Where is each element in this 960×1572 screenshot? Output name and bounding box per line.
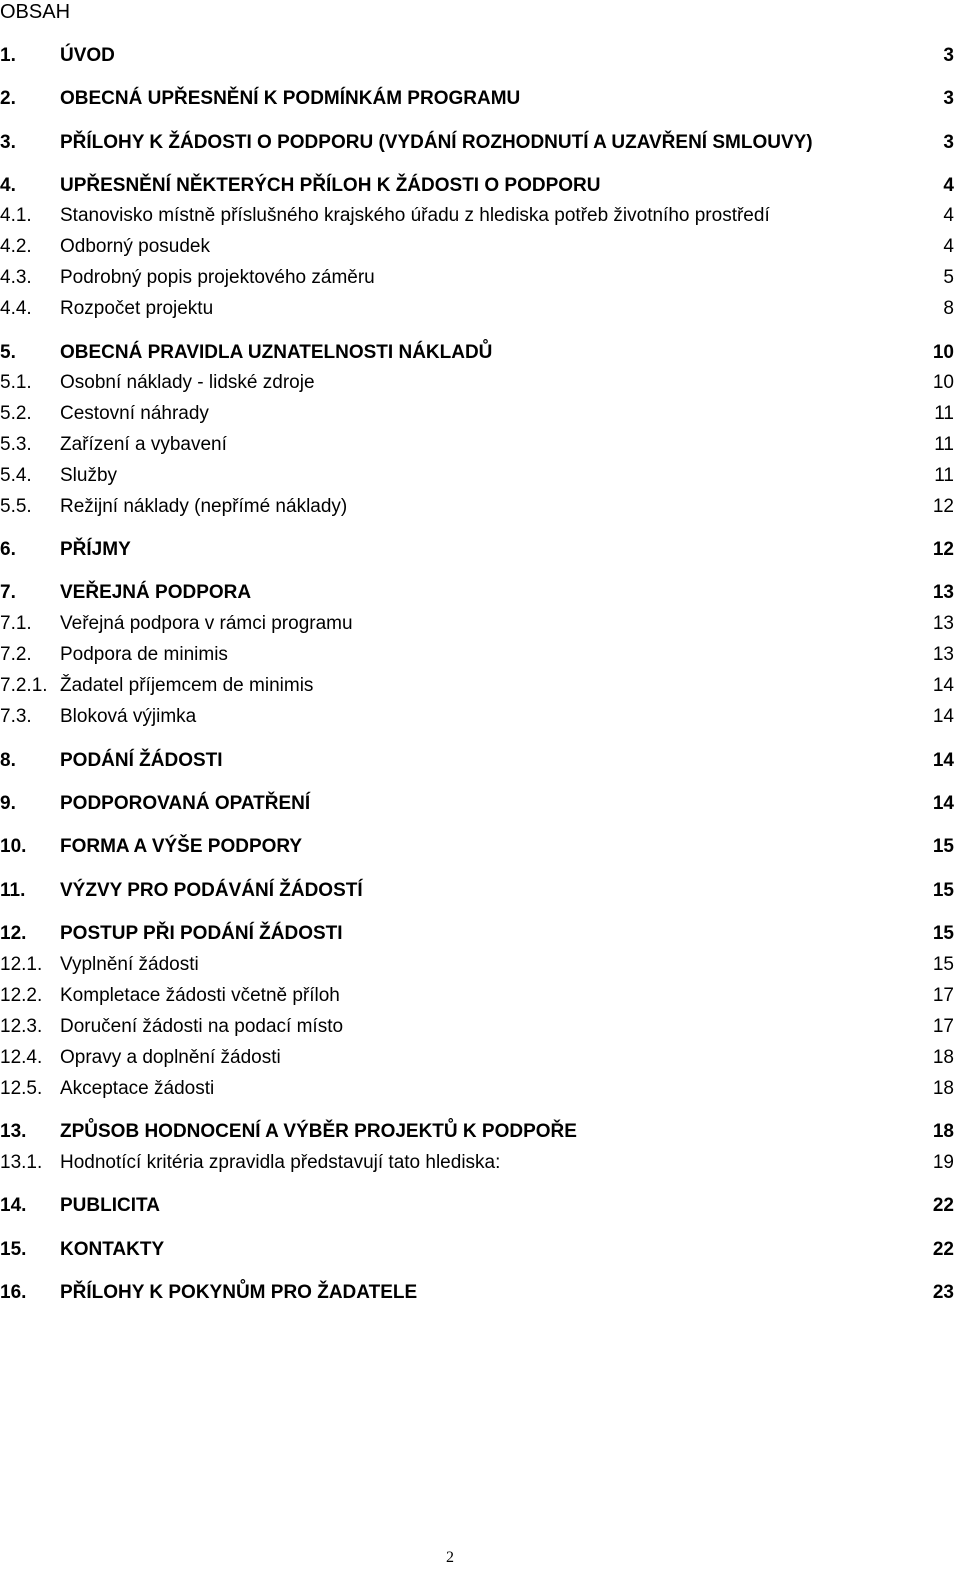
toc-entry-title: Hodnotící kritéria zpravidla představují tato hlediska: (60, 1152, 501, 1173)
toc-entry-title: Veřejná podpora v rámci programu (60, 613, 353, 634)
toc-entry[interactable] (0, 432, 958, 458)
toc-entry-title: Stanovisko místně příslušného krajského úřadu z hlediska potřeb životního prostředí (60, 205, 770, 226)
toc-entry-title: Podpora de minimis (60, 644, 228, 665)
toc-entry-page: 14 (932, 793, 954, 814)
toc-entry-page: 18 (932, 1078, 954, 1099)
toc-entry-page: 14 (932, 750, 954, 771)
toc-entry-page: 22 (932, 1239, 954, 1260)
toc-entry[interactable] (0, 983, 958, 1009)
toc-entry-number: 12.1. (0, 954, 43, 975)
toc-entry-number: 7.2.1. (0, 675, 48, 696)
toc-entry-number: 9. (0, 793, 16, 814)
toc-entry[interactable] (0, 1280, 958, 1306)
toc-entry-number: 1. (0, 45, 16, 66)
toc-entry-number: 16. (0, 1282, 27, 1303)
toc-entry-number: 6. (0, 539, 16, 560)
toc-entry-number: 4.2. (0, 236, 32, 257)
toc-entry[interactable] (0, 952, 958, 978)
toc-entry-title: Rozpočet projektu (60, 298, 214, 319)
toc-entry-page: 14 (932, 675, 954, 696)
toc-entry-title: Odborný posudek (60, 236, 210, 257)
toc-entry-page: 4 (943, 175, 954, 196)
toc-entry-number: 13.1. (0, 1152, 43, 1173)
toc-entry-title: PUBLICITA (60, 1195, 160, 1216)
toc-entry[interactable] (0, 1150, 958, 1176)
toc-entry[interactable] (0, 580, 958, 606)
toc-entry[interactable] (0, 1193, 958, 1219)
toc-entry-number: 5.1. (0, 372, 32, 393)
toc-entry[interactable] (0, 642, 958, 668)
toc-entry[interactable] (0, 1045, 958, 1071)
toc-entry[interactable] (0, 401, 958, 427)
toc-entry[interactable] (0, 537, 958, 563)
toc-entry[interactable] (0, 43, 958, 69)
toc-entry-page: 15 (932, 880, 954, 901)
toc-entry[interactable] (0, 748, 958, 774)
toc-entry-number: 7. (0, 582, 16, 603)
toc-entry[interactable] (0, 130, 958, 156)
toc-entry[interactable] (0, 834, 958, 860)
toc-entry[interactable] (0, 265, 958, 291)
toc-entry[interactable] (0, 921, 958, 947)
toc-entry-number: 4.4. (0, 298, 32, 319)
toc-entry-number: 10. (0, 836, 27, 857)
toc-entry-page: 15 (932, 836, 954, 857)
toc-entry[interactable] (0, 173, 958, 199)
toc-entry-page: 12 (932, 496, 954, 517)
toc-entry-number: 12.4. (0, 1047, 43, 1068)
toc-entry[interactable] (0, 878, 958, 904)
toc-entry-page: 11 (934, 434, 954, 455)
toc-entry-title: VÝZVY PRO PODÁVÁNÍ ŽÁDOSTÍ (60, 880, 363, 901)
toc-entry-number: 5.5. (0, 496, 32, 517)
toc-entry-number: 5.3. (0, 434, 32, 455)
toc-entry-page: 4 (943, 205, 954, 226)
toc-entry-title: FORMA A VÝŠE PODPORY (60, 836, 303, 857)
toc-entry-page: 15 (932, 923, 954, 944)
toc-entry-page: 12 (932, 539, 954, 560)
toc-entry[interactable] (0, 1076, 958, 1102)
toc-entry-title: Služby (60, 465, 118, 486)
toc-entry-title: PŘÍJMY (60, 539, 131, 560)
toc-entry-number: 5. (0, 342, 16, 363)
toc-entry[interactable] (0, 611, 958, 637)
toc-entry-title: Akceptace žádosti (60, 1078, 215, 1099)
toc-entry[interactable] (0, 673, 958, 699)
toc-entry-title: Vyplnění žádosti (60, 954, 199, 975)
toc-entry[interactable] (0, 86, 958, 112)
toc-entry-number: 5.4. (0, 465, 32, 486)
toc-entry-number: 12.2. (0, 985, 43, 1006)
toc-entry-title: Opravy a doplnění žádosti (60, 1047, 281, 1068)
toc-entry-title: VEŘEJNÁ PODPORA (60, 582, 252, 603)
toc-entry-title: PODÁNÍ ŽÁDOSTI (60, 750, 223, 771)
toc-entry-title: KONTAKTY (60, 1239, 165, 1260)
toc-entry[interactable] (0, 1014, 958, 1040)
toc-entry-page: 3 (943, 45, 954, 66)
toc-entry-number: 7.1. (0, 613, 32, 634)
toc-entry-page: 11 (934, 403, 954, 424)
toc-entry-title: Zařízení a vybavení (60, 434, 227, 455)
toc-entry-page: 17 (932, 1016, 954, 1037)
toc-entry-number: 8. (0, 750, 16, 771)
toc-entry-title: Bloková výjimka (60, 706, 197, 727)
toc-entry-number: 14. (0, 1195, 27, 1216)
toc-entry-number: 7.3. (0, 706, 32, 727)
toc-entry-page: 13 (932, 582, 954, 603)
toc-entry-page: 5 (943, 267, 954, 288)
toc-entry-page: 3 (943, 88, 954, 109)
toc-entry-title: UPŘESNĚNÍ NĚKTERÝCH PŘÍLOH K ŽÁDOSTI O PODPORU (60, 175, 601, 196)
toc-entry[interactable] (0, 463, 958, 489)
toc-entry-number: 12. (0, 923, 27, 944)
toc-entry-page: 13 (932, 613, 954, 634)
toc-entry-page: 18 (932, 1121, 954, 1142)
toc-entry-page: 19 (932, 1152, 954, 1173)
toc-entry-title: Podrobný popis projektového záměru (60, 267, 375, 288)
toc-entry-page: 13 (932, 644, 954, 665)
toc-entry-number: 4.3. (0, 267, 32, 288)
toc-entry-title: OBECNÁ UPŘESNĚNÍ K PODMÍNKÁM PROGRAMU (60, 88, 521, 109)
toc-entry-page: 15 (932, 954, 954, 975)
toc-entry[interactable] (0, 1237, 958, 1263)
toc-entry[interactable] (0, 1119, 958, 1145)
toc-entry-number: 12.5. (0, 1078, 43, 1099)
toc-entry-number: 2. (0, 88, 16, 109)
toc-title: OBSAH (0, 1, 71, 23)
toc-entry-title: Cestovní náhrady (60, 403, 209, 424)
page-number: 2 (446, 1549, 454, 1566)
toc-entry-page: 23 (932, 1282, 954, 1303)
toc-entry-page: 10 (932, 342, 954, 363)
toc-entry-page: 22 (932, 1195, 954, 1216)
toc-entry-number: 15. (0, 1239, 27, 1260)
toc-entry-title: Žadatel příjemcem de minimis (60, 675, 314, 696)
toc-entry-number: 4.1. (0, 205, 32, 226)
toc-entry-title: ZPŮSOB HODNOCENÍ A VÝBĚR PROJEKTŮ K PODPOŘE (60, 1121, 577, 1142)
toc-entry[interactable] (0, 203, 958, 229)
toc-entry-title: Osobní náklady - lidské zdroje (60, 372, 315, 393)
toc-entry[interactable] (0, 234, 958, 260)
toc-entry-title: Doručení žádosti na podací místo (60, 1016, 344, 1037)
toc-entry-page: 18 (932, 1047, 954, 1068)
toc-entry-number: 3. (0, 132, 16, 153)
toc-entry-title: PODPOROVANÁ OPATŘENÍ (60, 793, 311, 814)
toc-entry-title: PŘÍLOHY K POKYNŮM PRO ŽADATELE (60, 1282, 418, 1303)
toc-entry-page: 8 (943, 298, 954, 319)
toc-entry[interactable] (0, 340, 958, 366)
toc-entry[interactable] (0, 704, 958, 730)
toc-entry[interactable] (0, 494, 958, 520)
toc-entry-page: 3 (943, 132, 954, 153)
toc-entry[interactable] (0, 791, 958, 817)
toc-entry-number: 7.2. (0, 644, 32, 665)
toc-entry-number: 11. (0, 880, 26, 901)
toc-entry[interactable] (0, 296, 958, 322)
toc-entry-title: Kompletace žádosti včetně příloh (60, 985, 340, 1006)
toc-entry-title: OBECNÁ PRAVIDLA UZNATELNOSTI NÁKLADŮ (60, 342, 493, 363)
toc-entry-number: 4. (0, 175, 16, 196)
toc-entry-title: ÚVOD (60, 45, 115, 66)
toc-entry-page: 4 (943, 236, 954, 257)
toc-entry-number: 12.3. (0, 1016, 43, 1037)
toc-entry-page: 11 (934, 465, 954, 486)
toc-entry[interactable] (0, 370, 958, 396)
toc-entry-number: 5.2. (0, 403, 32, 424)
toc-entry-title: PŘÍLOHY K ŽÁDOSTI O PODPORU (VYDÁNÍ ROZHODNUTÍ A UZAVŘENÍ SMLOUVY) (60, 132, 813, 153)
toc-entry-title: Režijní náklady (nepřímé náklady) (60, 496, 348, 517)
toc-entry-number: 13. (0, 1121, 27, 1142)
toc-entry-page: 17 (932, 985, 954, 1006)
toc-entry-title: POSTUP PŘI PODÁNÍ ŽÁDOSTI (60, 923, 343, 944)
toc-entry-page: 10 (932, 372, 954, 393)
toc-entry-page: 14 (932, 706, 954, 727)
